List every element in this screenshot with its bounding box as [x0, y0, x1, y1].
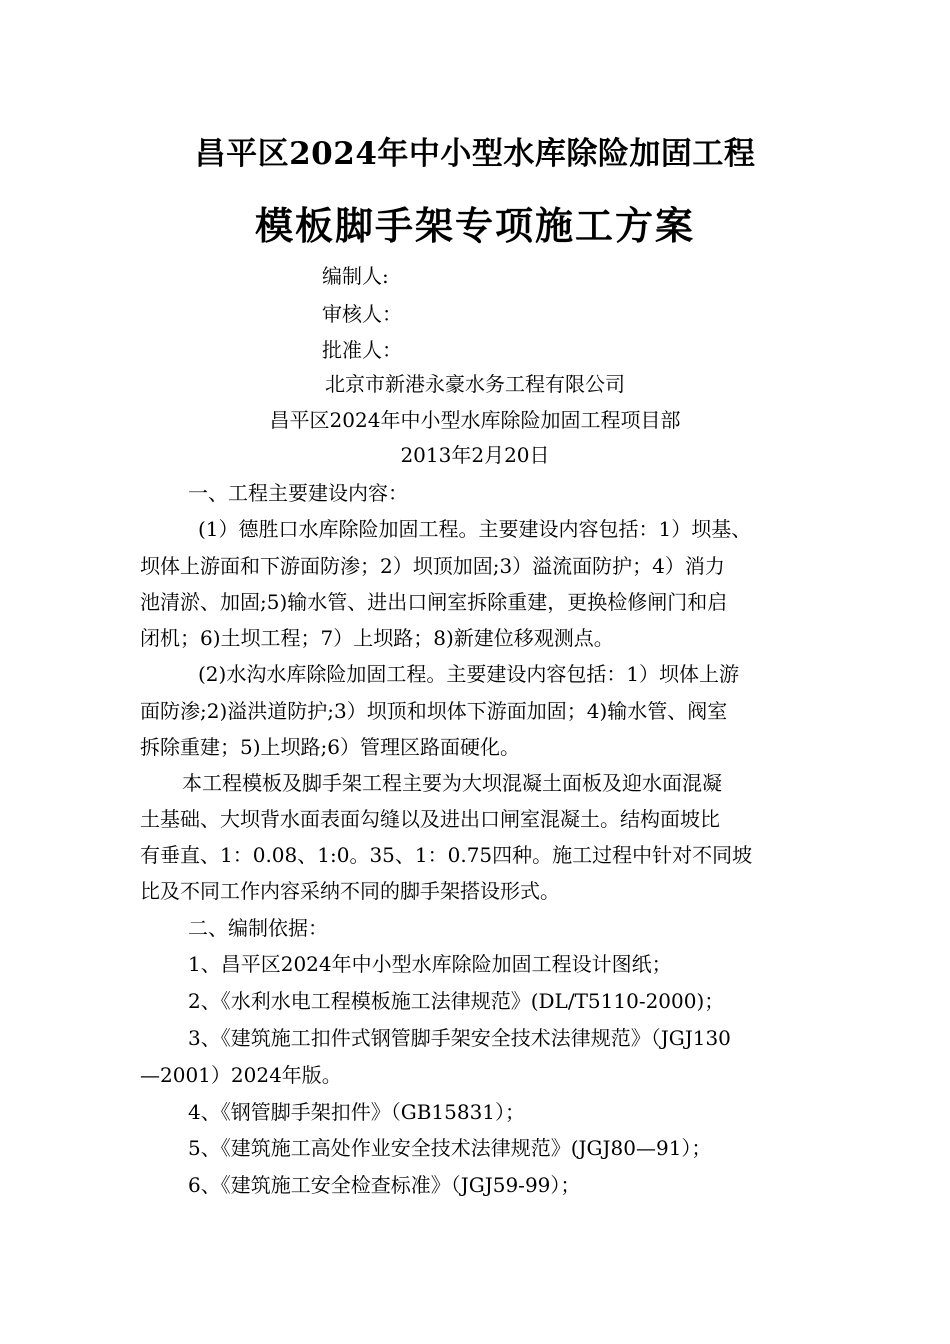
- approver-label: 批准人：: [322, 338, 402, 362]
- paragraph-line: (1）德胜口水库除险加固工程。主要建设内容包括：1）坝基、: [198, 517, 752, 541]
- paragraph-line: 土基础、大坝背水面表面勾缝以及进出口闸室混凝土。结构面坡比: [140, 807, 720, 831]
- document-subtitle: 模板脚手架专项施工方案: [254, 203, 695, 248]
- list-item: 4、《钢管脚手架扣件》（GB15831）；: [188, 1100, 526, 1124]
- list-item: 6、《建筑施工安全检查标准》（JGJ59-99）；: [188, 1173, 581, 1197]
- list-item: —2001）2024年版。: [140, 1063, 342, 1087]
- paragraph-line: 比及不同工作内容采纳不同的脚手架搭设形式。: [140, 879, 560, 903]
- paragraph-line: 坝体上游面和下游面防渗；2）坝顶加固;3）溢流面防护；4）消力: [140, 554, 725, 578]
- project-department: 昌平区2024年中小型水库除险加固工程项目部: [269, 408, 681, 432]
- company-name: 北京市新港永豪水务工程有限公司: [325, 372, 625, 396]
- paragraph-line: 面防渗;2)溢洪道防护;3）坝顶和坝体下游面加固；4)输水管、阀室: [140, 699, 728, 723]
- reviewer-label: 审核人：: [322, 302, 402, 326]
- list-item: 3、《建筑施工扣件式钢管脚手架安全技术法律规范》（JGJ130: [188, 1026, 731, 1050]
- compiler-label: 编制人:: [322, 264, 389, 288]
- paragraph-line: 有垂直、1：0.08、1:0。35、1：0.75四种。施工过程中针对不同坡: [140, 843, 753, 867]
- paragraph-line: (2)水沟水库除险加固工程。主要建设内容包括：1）坝体上游: [198, 662, 740, 686]
- list-item: 1、昌平区2024年中小型水库除险加固工程设计图纸；: [188, 952, 672, 976]
- document-date: 2013年2月20日: [400, 443, 550, 467]
- paragraph-line: 本工程模板及脚手架工程主要为大坝混凝土面板及迎水面混凝: [182, 771, 722, 795]
- section-heading: 一、工程主要建设内容：: [188, 481, 408, 505]
- paragraph-line: 闭机；6)土坝工程；7）上坝路；8)新建位移观测点。: [140, 626, 614, 650]
- paragraph-line: 池清淤、加固;5)输水管、进出口闸室拆除重建，更换检修闸门和启: [140, 590, 728, 614]
- list-item: 2、《水利水电工程模板施工法律规范》(DL/T5110-2000)；: [188, 989, 725, 1013]
- list-item: 5、《建筑施工高处作业安全技术法律规范》(JGJ80—91）；: [188, 1136, 712, 1160]
- paragraph-line: 拆除重建；5)上坝路;6）管理区路面硬化。: [140, 735, 520, 759]
- section-heading: 二、编制依据：: [188, 916, 328, 940]
- document-title: 昌平区2024年中小型水库除险加固工程: [194, 136, 756, 172]
